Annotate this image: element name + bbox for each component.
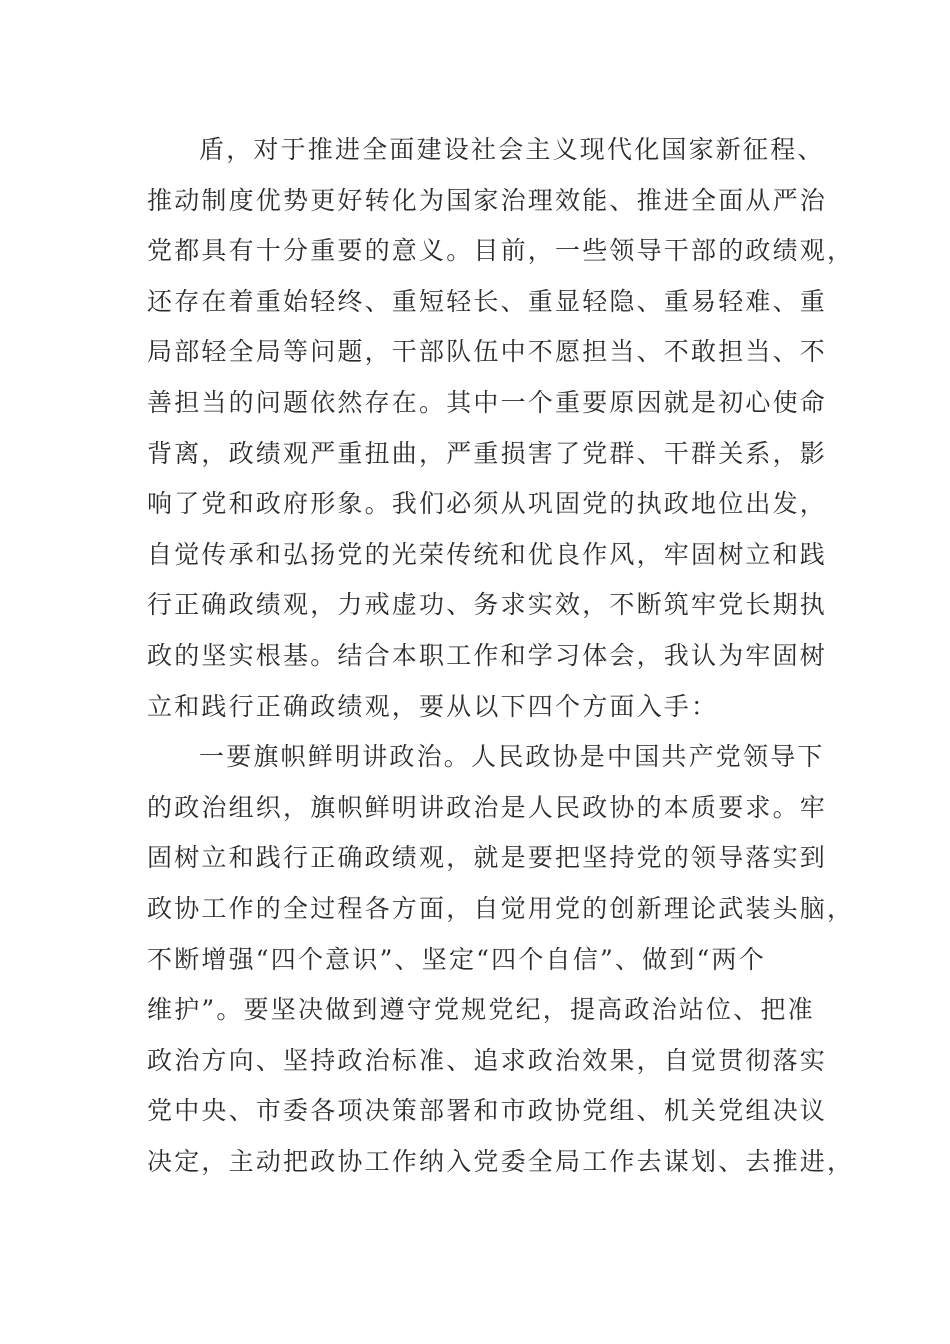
text-line: 响了党和政府形象。我们必须从巩固党的执政地位出发，: [147, 489, 828, 519]
text-line: 政协工作的全过程各方面，自觉用党的创新理论武装头脑，: [147, 893, 855, 923]
text-line: 背离，政绩观严重扭曲，严重损害了党群、干群关系，影: [147, 438, 828, 468]
text-line: 推动制度优势更好转化为国家治理效能、推进全面从严治: [147, 185, 828, 215]
text-line: 还存在着重始轻终、重短轻长、重显轻隐、重易轻难、重: [147, 286, 828, 316]
text-line: 的政治组织，旗帜鲜明讲政治是人民政协的本质要求。牢: [147, 792, 828, 822]
text-line: 行正确政绩观，力戒虚功、务求实效，不断筑牢党长期执: [147, 590, 828, 620]
text-line: 维护”。要坚决做到遵守党规党纪，提高政治站位、把准: [147, 995, 815, 1025]
text-line: 自觉传承和弘扬党的光荣传统和优良作风，牢固树立和践: [147, 539, 828, 569]
text-line: 局部轻全局等问题，干部队伍中不愿担当、不敢担当、不: [147, 337, 828, 367]
document-body: [147, 125, 855, 1187]
text-line: 决定，主动把政协工作纳入党委全局工作去谋划、去推进，: [147, 1146, 855, 1176]
text-line: 政治方向、坚持政治标准、追求政治效果，自觉贯彻落实: [147, 1045, 828, 1075]
text-line: 党都具有十分重要的意义。目前，一些领导干部的政绩观，: [147, 236, 855, 266]
text-line: 固树立和践行正确政绩观，就是要把坚持党的领导落实到: [147, 843, 828, 873]
text-line: 不断增强“四个意识”、坚定“四个自信”、做到“两个: [147, 944, 766, 974]
text-line: 党中央、市委各项决策部署和市政协党组、机关党组决议: [147, 1096, 828, 1126]
text-line: 一要旗帜鲜明讲政治。人民政协是中国共产党领导下: [199, 742, 825, 772]
text-line: 盾，对于推进全面建设社会主义现代化国家新征程、: [199, 135, 825, 164]
text-line: 政的坚实根基。结合本职工作和学习体会，我认为牢固树: [147, 640, 828, 670]
text-line: 善担当的问题依然存在。其中一个重要原因就是初心使命: [147, 387, 828, 417]
text-line: 立和践行正确政绩观，要从以下四个方面入手：: [147, 691, 719, 721]
